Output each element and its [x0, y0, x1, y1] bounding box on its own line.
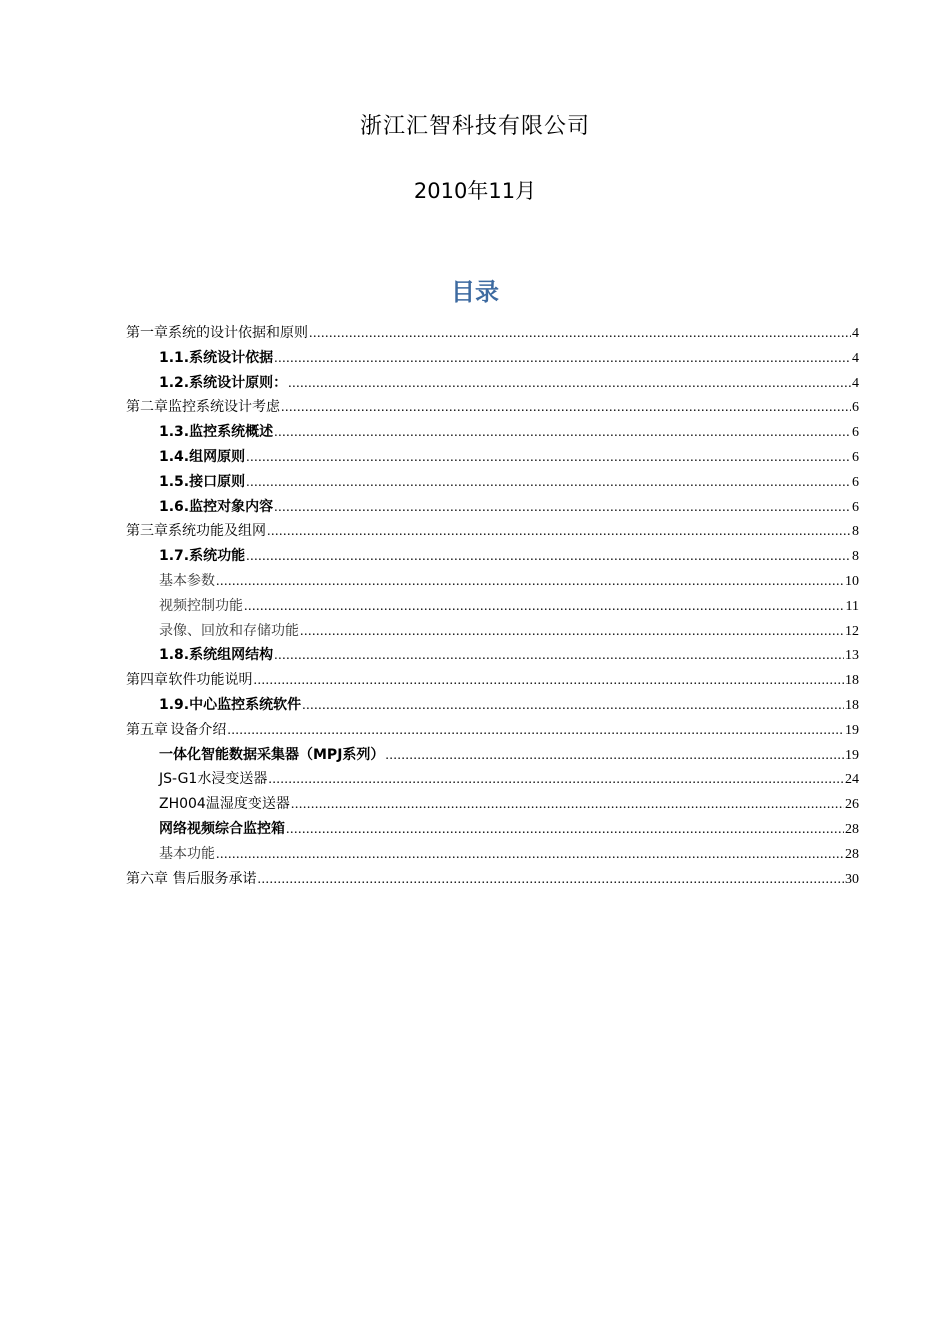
toc-entry-page: 24 — [845, 772, 859, 788]
toc-entry[interactable] — [126, 371, 859, 396]
toc-dot-leader — [246, 471, 851, 496]
toc-entry[interactable] — [126, 321, 859, 346]
toc-entry-page: 13 — [845, 648, 859, 664]
table-of-contents — [126, 321, 859, 891]
toc-dot-leader — [216, 843, 844, 868]
toc-entry-page: 18 — [845, 673, 859, 689]
toc-entry-page: 12 — [845, 623, 859, 639]
toc-dot-leader — [286, 818, 844, 843]
toc-entry-number: 1.6. — [159, 498, 190, 515]
toc-entry-title: 监控系统概述 — [189, 424, 274, 441]
toc-entry[interactable] — [126, 395, 859, 420]
toc-entry[interactable] — [126, 643, 859, 668]
toc-dot-leader — [385, 744, 844, 769]
toc-entry-page: 30 — [845, 871, 859, 887]
toc-entry-number: 1.2. — [159, 374, 190, 391]
toc-entry[interactable] — [126, 619, 859, 644]
toc-dot-leader — [291, 793, 844, 818]
toc-entry-title: 系统功能 — [189, 548, 246, 565]
toc-entry-title: 软件功能说明 — [168, 672, 253, 689]
toc-dot-leader — [257, 868, 844, 893]
toc-dot-leader — [246, 545, 851, 570]
toc-entry[interactable] — [126, 842, 859, 867]
toc-entry-page: 10 — [845, 573, 859, 589]
toc-dot-leader — [274, 496, 851, 521]
toc-entry-title: 基本参数 — [159, 572, 215, 589]
toc-entry-title: 设备介绍 — [170, 721, 227, 738]
toc-entry-title: 第六章 售后服务承诺 — [126, 870, 257, 887]
toc-dot-leader — [281, 396, 851, 421]
toc-dot-leader — [274, 421, 851, 446]
toc-dot-leader — [300, 620, 844, 645]
toc-entry[interactable] — [126, 594, 859, 619]
toc-entry-number: 1.1. — [159, 349, 190, 366]
toc-entry[interactable] — [126, 420, 859, 445]
toc-entry[interactable] — [126, 470, 859, 495]
toc-entry[interactable] — [126, 569, 859, 594]
toc-entry-title: 监控系统设计考虑 — [168, 399, 280, 416]
toc-dot-leader — [253, 669, 844, 694]
toc-entry-number: 1.4. — [159, 448, 190, 465]
toc-dot-leader — [267, 520, 851, 545]
toc-entry-page: 8 — [852, 549, 859, 565]
toc-dot-leader — [246, 446, 851, 471]
toc-entry[interactable] — [126, 792, 859, 817]
toc-entry-title: 视频控制功能 — [159, 597, 243, 614]
toc-entry-title: 系统的设计依据和原则 — [168, 325, 308, 341]
toc-entry-page: 4 — [852, 375, 859, 391]
toc-entry-title: ZH004温湿度变送器 — [159, 796, 290, 813]
toc-entry[interactable] — [126, 867, 859, 892]
toc-entry[interactable] — [126, 445, 859, 470]
toc-entry-title: 组网原则 — [189, 448, 246, 465]
toc-entry[interactable] — [126, 346, 859, 371]
toc-entry-number: 第三章 — [126, 523, 168, 540]
document-date: 2010年11月 — [413, 179, 537, 203]
toc-entry-title: 接口原则 — [189, 473, 246, 490]
toc-entry-title: 系统组网结构 — [189, 647, 274, 664]
toc-entry[interactable] — [126, 743, 859, 768]
toc-entry[interactable] — [126, 544, 859, 569]
toc-entry[interactable] — [126, 817, 859, 842]
toc-entry-page: 8 — [852, 524, 859, 540]
toc-dot-leader — [274, 347, 851, 372]
toc-entry-page: 6 — [852, 499, 859, 515]
toc-entry-page: 6 — [852, 400, 859, 416]
toc-entry-title: 网络视频综合监控箱 — [159, 820, 285, 837]
toc-dot-leader — [268, 768, 844, 793]
toc-entry-page: 6 — [852, 449, 859, 465]
toc-entry-number: 1.8. — [159, 647, 190, 664]
toc-entry-number: 1.5. — [159, 473, 190, 490]
toc-entry-page: 4 — [852, 350, 859, 366]
toc-entry-number: 1.3. — [159, 424, 190, 441]
toc-entry-page: 26 — [845, 797, 859, 813]
toc-entry[interactable] — [126, 767, 859, 792]
toc-entry-title: 基本功能 — [159, 845, 215, 862]
toc-entry-page: 19 — [845, 722, 859, 738]
toc-entry-number: 第五章 — [126, 721, 168, 738]
toc-entry[interactable] — [126, 519, 859, 544]
toc-dot-leader — [227, 719, 844, 744]
toc-entry-title: 一体化智能数据采集器（MPJ系列） — [159, 746, 385, 763]
toc-entry-number: 第一章 — [126, 325, 168, 341]
toc-dot-leader — [288, 372, 851, 397]
toc-entry-title: 监控对象内容 — [189, 498, 274, 515]
toc-entry-number: 第四章 — [126, 672, 168, 689]
toc-entry-page: 19 — [845, 747, 859, 763]
toc-entry-page: 4 — [852, 326, 859, 341]
toc-dot-leader — [244, 595, 845, 620]
toc-entry-page: 28 — [845, 821, 859, 837]
toc-entry-number: 1.9. — [159, 696, 190, 713]
toc-entry[interactable] — [126, 495, 859, 520]
toc-entry-title: JS-G1水浸变送器 — [159, 771, 268, 788]
toc-entry[interactable] — [126, 718, 859, 743]
toc-entry-page: 6 — [852, 474, 859, 490]
toc-entry-page: 28 — [845, 846, 859, 862]
toc-dot-leader — [274, 644, 844, 669]
toc-entry-title: 中心监控系统软件 — [189, 696, 302, 713]
toc-entry[interactable] — [126, 693, 859, 718]
toc-entry-page: 11 — [845, 598, 859, 614]
toc-entry-page: 6 — [852, 425, 859, 441]
toc-dot-leader — [216, 570, 844, 595]
toc-heading: 目录 — [451, 278, 499, 306]
toc-entry-title: 系统设计依据 — [189, 349, 274, 366]
toc-entry-title: 系统设计原则： — [189, 374, 288, 391]
toc-dot-leader — [302, 694, 844, 719]
company-name: 浙江汇智科技有限公司 — [359, 114, 590, 139]
toc-entry-page: 18 — [845, 697, 859, 713]
toc-entry-title: 录像、回放和存储功能 — [159, 622, 299, 639]
toc-dot-leader — [309, 322, 851, 347]
toc-entry-title: 系统功能及组网 — [168, 523, 266, 540]
toc-entry[interactable] — [126, 668, 859, 693]
toc-entry-number: 第二章 — [126, 399, 168, 416]
toc-entry-number: 1.7. — [159, 548, 190, 565]
